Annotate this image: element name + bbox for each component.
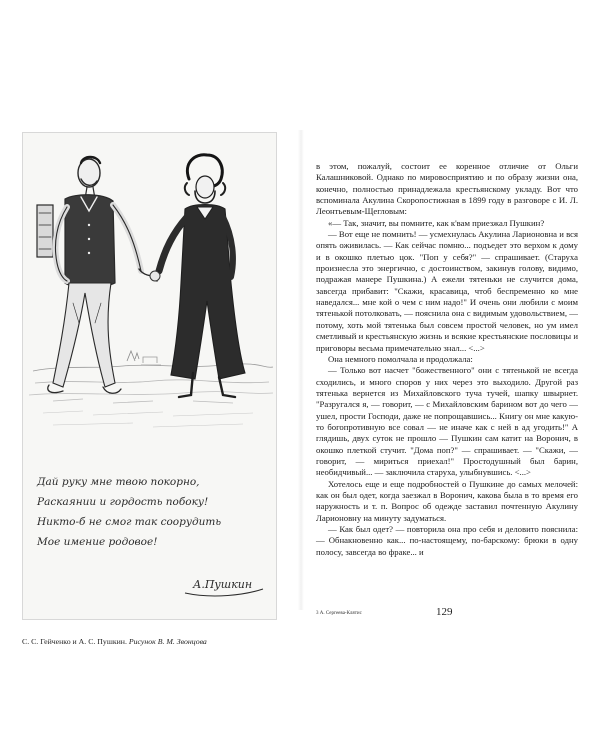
paragraph: «— Так, значит, вы помните, как к'вам приезжал Пушкин?: [328, 217, 545, 228]
verse-line-1: Дай руку мне твою покорно,: [37, 476, 200, 488]
book-gutter: [298, 130, 304, 610]
paragraph: в этом, пожалуй, состоит ее коренное отличие от Ольги Калашниковой. Однако по мировосприятию и по образу жизни она, конечно, полностью принадлежала крестьянскому укладу. Вот что вспоминала Акулина Скоропостижная в 1899 году в разговоре с И. Л. Леонтьевым-Щегловым:: [316, 161, 578, 217]
illustration-caption: [22, 637, 284, 647]
verse-line-4: Мое имение родовое!: [37, 536, 158, 548]
illustration-plate: [22, 132, 277, 620]
handshake-icon: [150, 271, 160, 281]
paragraph: Хотелось еще и еще подробностей о Пушкине до самых мелочей: как он был одет, когда заезжал в Воронич, какова была в то время его наружность и т. п. Вопрос об одежде заставил почтенную Акулину Ларионовну на минуту задуматься.: [316, 478, 578, 523]
body-text: [316, 161, 578, 558]
paragraph: — Как был одет? — повторила она про себя и деловито пояснила: — Обнакновенно как... по-настоящему, по-барскому: брюки в одну полосу, завсегда во фраке... и: [316, 524, 578, 557]
paragraph: — Вот еще не помнить! — усмехнулась Акулина Ларионовна и вся опять оживилась. — Как сейчас помню... подъедет это верхом к дому и в окошко плетью цок. "Поп у себя?" — спрашивает. (Старуха произнесла это энергично, с достоинством, закинув голову, видимо, подражая манере Пушкина.) А ежели тятеньки не случится дома, завсегда прибавит: "Скажи, красавица, чтоб беспременно ко мне наведался... мне кой о чем с ним надо!" И очень они любили с моим тятенькой потолковать, — пояснила она с видимым удовольствием, — потому, хоть мой тятенька был совсем простой человек, но ум имел сметливый и крестьянскую жизнь и всякие крестьянские пословицы и приговоры весьма примечательно знал... <...>: [316, 229, 578, 353]
paragraph: — Только вот насчет "божественного" они с тятенькой не всегда сходились, и много споров у них через это выходило. Другой раз тятенька вернется из Михайловского туча тучей, шапку швырнет. "Разругался я, — говорит, — с Михайловским барином вот до чего — ушел, прости Господи, даже не попрощавшись... Книгу он мне какую-то богопротивную все совал — не иначе как с ней в ад угодить!" А глядишь, двух суток не прошло — Пушкин сам катит на Воронич, в окошко плеткой стучит. "Дома поп?" — спрашивает. — "Скажи, — говорит, — мириться приехал!" Простодушный был барин, необидчивый... — заключила старуха, улыбнувшись. <...>: [316, 365, 578, 478]
caption-credit: Рисунок В. М. Звонцова: [128, 637, 207, 646]
paragraph: Она немного помолчала и продолжала:: [328, 353, 473, 364]
caption-text: С. С. Гейченко и А. С. Пушкин.: [22, 637, 129, 646]
sketch-handshake-icon: [23, 133, 276, 619]
signature-text: А.Пушкин: [193, 578, 253, 591]
verse-line-2: Раскаянии и гордость побоку!: [37, 496, 209, 508]
signature-mark: 3 А. Сергеева-Клятис: [316, 611, 362, 616]
verse-line-3: Никто-б не смог так соорудить: [37, 516, 222, 528]
page-number: 129: [436, 606, 453, 618]
